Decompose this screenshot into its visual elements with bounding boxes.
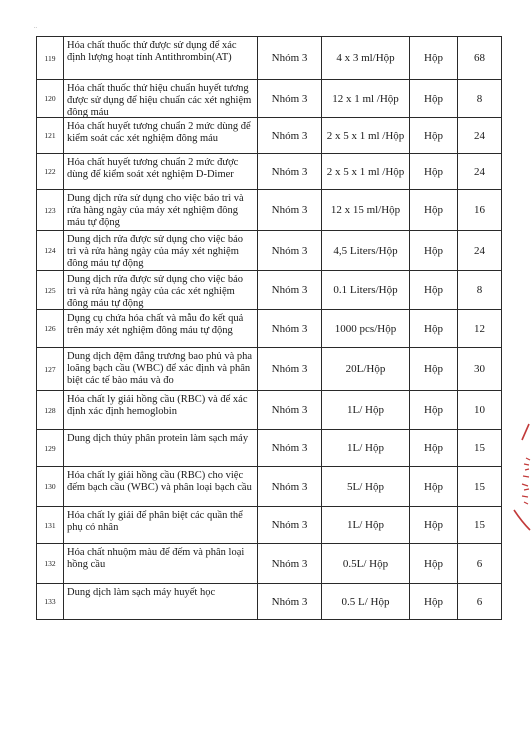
- item-name: Hóa chất ly giải hồng cầu (RBC) và để xác định xác định hemoglobin: [67, 393, 248, 417]
- item-qty: 6: [458, 584, 502, 620]
- item-group: Nhóm 3: [258, 271, 322, 310]
- row-number: 125: [37, 271, 64, 310]
- item-unit: Hộp: [410, 507, 458, 544]
- item-name-cell: [64, 348, 258, 391]
- item-qty: 15: [458, 430, 502, 467]
- table-row: [37, 584, 502, 620]
- row-number: 133: [37, 584, 64, 620]
- item-group: Nhóm 3: [258, 348, 322, 391]
- row-number: 124: [37, 231, 64, 271]
- item-name: Hóa chất ly giải để phân biệt các quần thể phụ có nhân: [67, 509, 243, 533]
- item-name: Hóa chất huyết tương chuẩn 2 mức được dùng để kiểm soát xét nghiệm D-Dimer: [67, 156, 239, 180]
- item-qty: 68: [458, 37, 502, 80]
- item-qty: 8: [458, 80, 502, 118]
- item-qty: 6: [458, 544, 502, 584]
- item-spec: 12 x 1 ml /Hộp: [322, 80, 410, 118]
- item-group: Nhóm 3: [258, 37, 322, 80]
- row-number: 119: [37, 37, 64, 80]
- item-unit: Hộp: [410, 430, 458, 467]
- item-spec: 5L/ Hộp: [322, 467, 410, 507]
- item-unit: Hộp: [410, 271, 458, 310]
- item-unit: Hộp: [410, 80, 458, 118]
- item-spec: 0.5L/ Hộp: [322, 544, 410, 584]
- item-group: Nhóm 3: [258, 507, 322, 544]
- item-spec: 0.5 L/ Hộp: [322, 584, 410, 620]
- item-unit: Hộp: [410, 348, 458, 391]
- table-row: [37, 310, 502, 348]
- item-spec: 4 x 3 ml/Hộp: [322, 37, 410, 80]
- item-qty: 15: [458, 467, 502, 507]
- item-unit: Hộp: [410, 231, 458, 271]
- item-spec: 4,5 Liters/Hộp: [322, 231, 410, 271]
- item-unit: Hộp: [410, 190, 458, 231]
- item-name-cell: [64, 507, 258, 544]
- table-row: [37, 467, 502, 507]
- row-number: 131: [37, 507, 64, 544]
- item-name-cell: [64, 271, 258, 310]
- item-qty: 24: [458, 154, 502, 190]
- item-group: Nhóm 3: [258, 231, 322, 271]
- table-row: [37, 231, 502, 271]
- item-name-cell: [64, 37, 258, 80]
- item-name-cell: [64, 584, 258, 620]
- item-unit: Hộp: [410, 391, 458, 430]
- row-number: 130: [37, 467, 64, 507]
- item-unit: Hộp: [410, 118, 458, 154]
- item-name: Dung dịch rửa được sử dụng cho việc bảo trì và rửa hàng ngày của các xét nghiệm đông máu tự động: [67, 273, 243, 309]
- item-group: Nhóm 3: [258, 118, 322, 154]
- item-group: Nhóm 3: [258, 154, 322, 190]
- item-name: Hóa chất thuốc thử được sử dụng để xác định lượng hoạt tính Antithrombin(AT): [67, 39, 237, 63]
- item-qty: 16: [458, 190, 502, 231]
- table-row: [37, 118, 502, 154]
- table-row: [37, 80, 502, 118]
- items-table: [36, 36, 502, 620]
- row-number: 121: [37, 118, 64, 154]
- item-group: Nhóm 3: [258, 430, 322, 467]
- items-table-body: [37, 37, 502, 620]
- table-row: [37, 430, 502, 467]
- item-name: Dung dịch thủy phân protein làm sạch máy: [67, 432, 249, 444]
- item-unit: Hộp: [410, 310, 458, 348]
- table-row: [37, 190, 502, 231]
- item-name-cell: [64, 80, 258, 118]
- item-name-cell: [64, 118, 258, 154]
- item-name: Dung dịch đệm đẳng trương bao phủ và pha loãng bạch cầu (WBC) để xác định và phân biệt các tế bào máu và đo: [67, 350, 253, 386]
- item-name: Hóa chất huyết tương chuẩn 2 mức dùng để kiểm soát các xét nghiệm đông máu: [67, 120, 251, 144]
- row-number: 120: [37, 80, 64, 118]
- item-group: Nhóm 3: [258, 80, 322, 118]
- item-qty: 12: [458, 310, 502, 348]
- item-name: Dung dịch rửa sử dụng cho việc bảo trì và rửa hàng ngày của máy xét nghiệm đông máu tự động: [67, 192, 244, 228]
- item-name-cell: [64, 190, 258, 231]
- item-qty: 24: [458, 118, 502, 154]
- table-row: [37, 348, 502, 391]
- item-spec: 1L/ Hộp: [322, 430, 410, 467]
- item-unit: Hộp: [410, 154, 458, 190]
- item-qty: 30: [458, 348, 502, 391]
- item-group: Nhóm 3: [258, 190, 322, 231]
- item-spec: 20L/Hộp: [322, 348, 410, 391]
- row-number: 127: [37, 348, 64, 391]
- item-unit: Hộp: [410, 467, 458, 507]
- item-name: Dung dịch làm sạch máy huyết học: [67, 586, 216, 598]
- item-unit: Hộp: [410, 584, 458, 620]
- item-group: Nhóm 3: [258, 584, 322, 620]
- item-name-cell: [64, 544, 258, 584]
- item-unit: Hộp: [410, 37, 458, 80]
- row-number: 128: [37, 391, 64, 430]
- table-row: [37, 507, 502, 544]
- item-name-cell: [64, 310, 258, 348]
- item-spec: 1L/ Hộp: [322, 391, 410, 430]
- item-group: Nhóm 3: [258, 391, 322, 430]
- row-number: 132: [37, 544, 64, 584]
- table-row: [37, 544, 502, 584]
- row-number: 126: [37, 310, 64, 348]
- item-spec: 1000 pcs/Hộp: [322, 310, 410, 348]
- row-number: 129: [37, 430, 64, 467]
- item-spec: 0.1 Liters/Hộp: [322, 271, 410, 310]
- item-name: Hóa chất nhuộm màu để đếm và phân loại hồng cầu: [67, 546, 245, 570]
- item-unit: Hộp: [410, 544, 458, 584]
- table-row: [37, 271, 502, 310]
- item-group: Nhóm 3: [258, 544, 322, 584]
- item-qty: 15: [458, 507, 502, 544]
- item-group: Nhóm 3: [258, 310, 322, 348]
- item-name: Hóa chất ly giải hồng cầu (RBC) cho việc đếm bạch cầu (WBC) và phân loại bạch cầu: [67, 469, 252, 493]
- item-spec: 2 x 5 x 1 ml /Hộp: [322, 154, 410, 190]
- item-spec: 12 x 15 ml/Hộp: [322, 190, 410, 231]
- item-name-cell: [64, 467, 258, 507]
- page-corner-mark: ..: [34, 24, 37, 30]
- item-name-cell: [64, 231, 258, 271]
- item-name-cell: [64, 430, 258, 467]
- row-number: 123: [37, 190, 64, 231]
- item-name-cell: [64, 154, 258, 190]
- table-row: [37, 391, 502, 430]
- item-qty: 10: [458, 391, 502, 430]
- table-row: [37, 154, 502, 190]
- item-name-cell: [64, 391, 258, 430]
- row-number: 122: [37, 154, 64, 190]
- table-row: [37, 37, 502, 80]
- item-qty: 8: [458, 271, 502, 310]
- item-group: Nhóm 3: [258, 467, 322, 507]
- item-name: Dụng cụ chứa hóa chất và mẫu đo kết quả trên máy xét nghiệm đông máu tự động: [67, 312, 244, 336]
- item-name: Hóa chất thuốc thử hiệu chuẩn huyết tương được sử dụng để hiệu chuẩn các xét nghiệm đông máu: [67, 82, 252, 117]
- red-stamp-fragment: [510, 418, 532, 538]
- item-qty: 24: [458, 231, 502, 271]
- item-spec: 2 x 5 x 1 ml /Hộp: [322, 118, 410, 154]
- item-name: Dung dịch rửa được sử dụng cho việc bảo trì và rửa hàng ngày của máy xét nghiệm đông máu tự động: [67, 233, 243, 269]
- item-spec: 1L/ Hộp: [322, 507, 410, 544]
